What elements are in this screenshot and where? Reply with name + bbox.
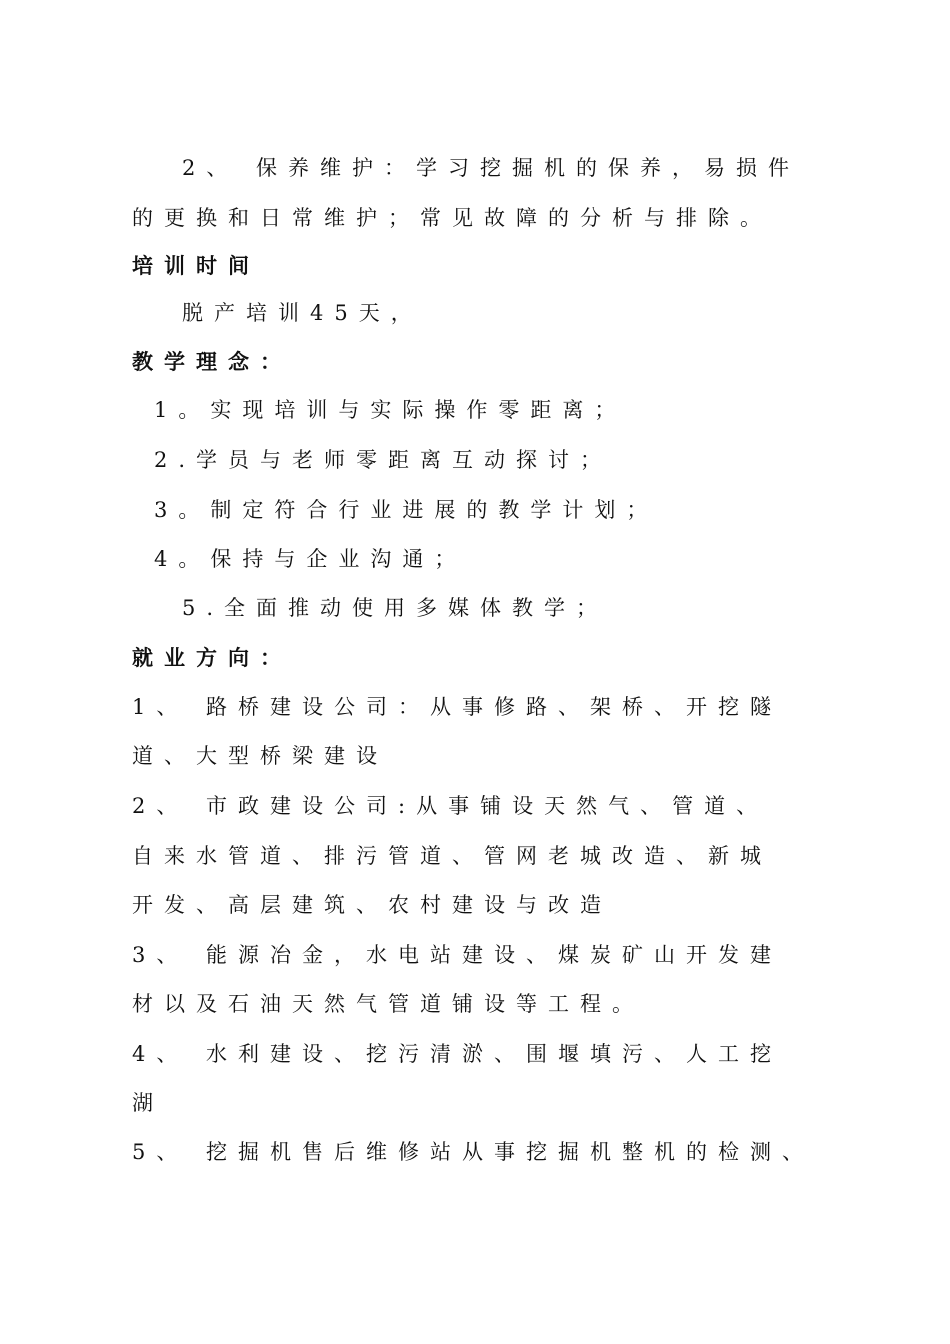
- training-duration: 脱产培训45天，: [182, 301, 423, 325]
- employment-item-3-line-2: 材以及石油天然气管道铺设等工程。: [132, 992, 644, 1016]
- philosophy-item-3: 3。制定符合行业进展的教学计划；: [154, 498, 659, 522]
- heading-employment-direction: 就业方向：: [132, 645, 292, 670]
- employment-item-4-line-1: 4、 水利建设、挖污清淤、围堰填污、人工挖: [132, 1042, 783, 1066]
- employment-item-2-line-2: 自来水管道、排污管道、管网老城改造、新城: [132, 844, 772, 868]
- employment-item-5-line-1: 5、 挖掘机售后维修站从事挖掘机整机的检测、: [132, 1140, 815, 1164]
- philosophy-item-4: 4。保持与企业沟通；: [154, 547, 467, 571]
- philosophy-item-2: 2.学员与老师零距离互动探讨；: [154, 448, 613, 472]
- employment-item-2-line-3: 开发、高层建筑、农村建设与改造: [132, 893, 612, 917]
- paragraph-maintenance-line-2: 的更换和日常维护；常见故障的分析与排除。: [132, 206, 772, 230]
- heading-training-time: 培训时间: [132, 253, 260, 278]
- employment-item-2-line-1: 2、 市政建设公司:从事铺设天然气、管道、: [132, 794, 769, 818]
- philosophy-item-5: 5.全面推动使用多媒体教学；: [182, 596, 609, 620]
- philosophy-item-1: 1。实现培训与实际操作零距离；: [154, 398, 627, 422]
- employment-item-1-line-1: 1、 路桥建设公司：从事修路、架桥、开挖隧: [132, 695, 783, 719]
- employment-item-1-line-2: 道、大型桥梁建设: [132, 744, 388, 768]
- paragraph-maintenance-line-1: 2、 保养维护：学习挖掘机的保养，易损件: [182, 156, 801, 180]
- heading-teaching-philosophy: 教学理念：: [132, 349, 292, 374]
- employment-item-4-line-2: 湖: [132, 1091, 164, 1115]
- employment-item-3-line-1: 3、 能源冶金，水电站建设、煤炭矿山开发建: [132, 943, 783, 967]
